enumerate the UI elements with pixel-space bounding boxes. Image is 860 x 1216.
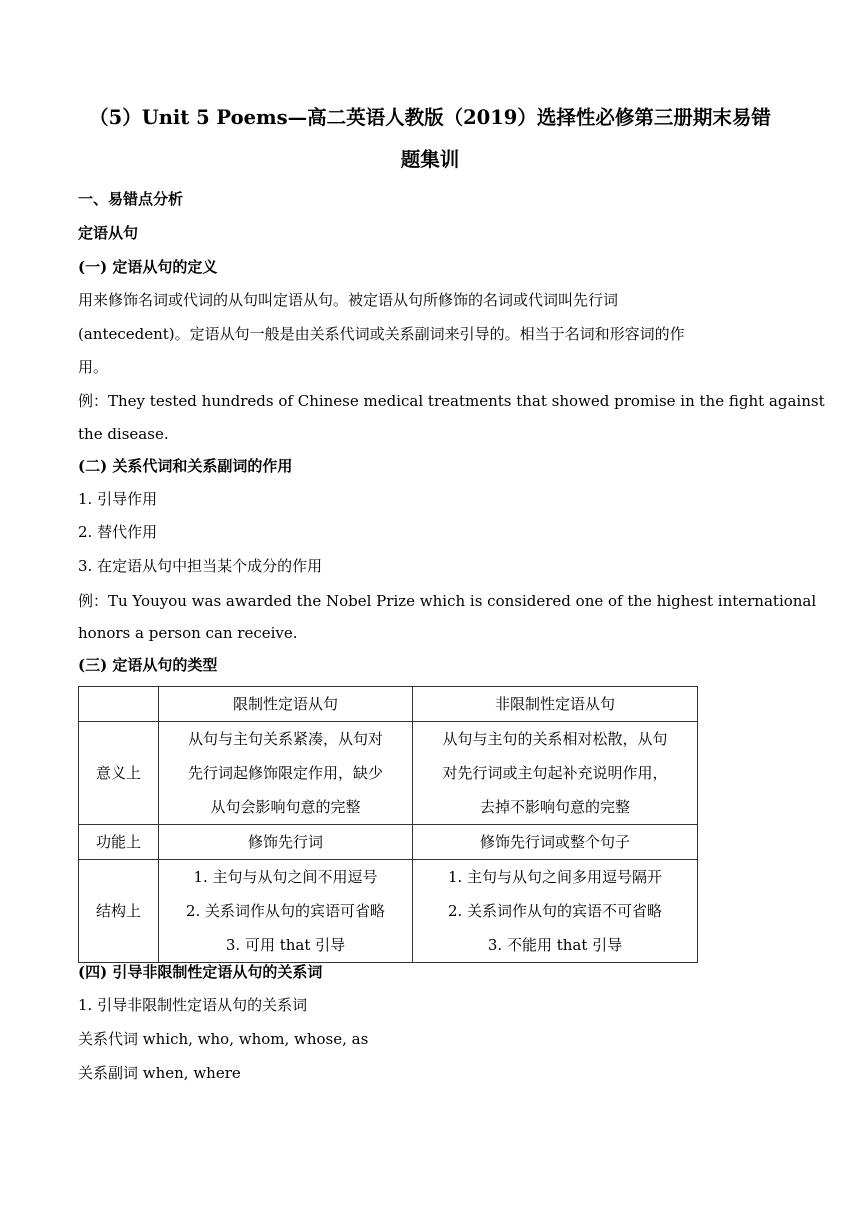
- cell-text: 1. 主句与从句之间多用逗号隔开: [447, 868, 663, 886]
- topic-heading: 定语从句: [78, 224, 139, 242]
- part2-item: 3. 在定语从句中担当某个成分的作用: [78, 557, 323, 575]
- table-cell: [413, 722, 698, 825]
- cell-text: 从句与主句关系紧凑，从句对: [187, 730, 383, 748]
- part1-example-line: the disease.: [78, 425, 169, 443]
- part2-example-line: 例：Tu Youyou was awarded the Nobel Prize which is considered one of the highest international: [78, 592, 817, 610]
- part4-item: 1. 引导非限制性定语从句的关系词: [78, 996, 308, 1014]
- table-header-cell: 限制性定语从句: [159, 687, 413, 722]
- relative-adverbs-line: 关系副词 when, where: [78, 1064, 241, 1082]
- cell-text: 3. 不能用 that 引导: [487, 936, 623, 954]
- table-header-cell: 非限制性定语从句: [413, 687, 698, 722]
- table-cell: [413, 825, 698, 860]
- part4-heading: (四) 引导非限制性定语从句的关系词: [78, 963, 323, 981]
- table-row: [79, 860, 698, 963]
- cell-text: 2. 关系词作从句的宾语可省略: [185, 902, 386, 920]
- cell-text: 1. 主句与从句之间不用逗号: [193, 868, 378, 886]
- part1-paragraph-line: 用。: [78, 358, 109, 376]
- row-label: 结构上: [79, 860, 159, 963]
- cell-text: 先行词起修饰限定作用，缺少: [187, 764, 383, 782]
- table-row: [79, 722, 698, 825]
- cell-text: 3. 可用 that 引导: [225, 936, 346, 954]
- clause-types-table: [78, 686, 698, 963]
- table-header-row: [79, 687, 698, 722]
- part1-paragraph-line: (antecedent)。定语从句一般是由关系代词或关系副词来引导的。相当于名词和形容词的作: [78, 325, 685, 343]
- part3-heading: (三) 定语从句的类型: [78, 656, 218, 674]
- table-cell: [159, 825, 413, 860]
- part1-heading: (一) 定语从句的定义: [78, 258, 218, 276]
- cell-text: 对先行词或主句起补充说明作用，: [442, 764, 668, 782]
- part1-example-line: 例：They tested hundreds of Chinese medical treatments that showed promise in the fight against: [78, 392, 825, 410]
- part2-item: 1. 引导作用: [78, 490, 158, 508]
- table-cell: [159, 722, 413, 825]
- cell-text: 修饰先行词或整个句子: [479, 833, 630, 851]
- row-label: 功能上: [79, 825, 159, 860]
- cell-text: 修饰先行词: [247, 833, 323, 851]
- part2-example-line: honors a person can receive.: [78, 624, 298, 642]
- cell-text: 2. 关系词作从句的宾语不可省略: [447, 902, 663, 920]
- table-cell: [413, 860, 698, 963]
- cell-text: 从句与主句的关系相对松散，从句: [442, 730, 668, 748]
- part1-paragraph-line: 用来修饰名词或代词的从句叫定语从句。被定语从句所修饰的名词或代词叫先行词: [78, 291, 619, 309]
- table-cell: [159, 860, 413, 963]
- relative-pronouns-line: 关系代词 which, who, whom, whose, as: [78, 1030, 369, 1048]
- document-title-line-2: 题集训: [400, 148, 460, 171]
- cell-text: 从句会影响句意的完整: [210, 798, 361, 816]
- table-row: [79, 825, 698, 860]
- part2-item: 2. 替代作用: [78, 523, 158, 541]
- row-label: 意义上: [79, 722, 159, 825]
- document-title-line-1: （5）Unit 5 Poems—高二英语人教版（2019）选择性必修第三册期末易错: [89, 106, 771, 129]
- section-heading: 一、易错点分析: [78, 190, 184, 208]
- part2-heading: (二) 关系代词和关系副词的作用: [78, 457, 293, 475]
- table-header-cell: [79, 687, 159, 722]
- cell-text: 去掉不影响句意的完整: [479, 798, 630, 816]
